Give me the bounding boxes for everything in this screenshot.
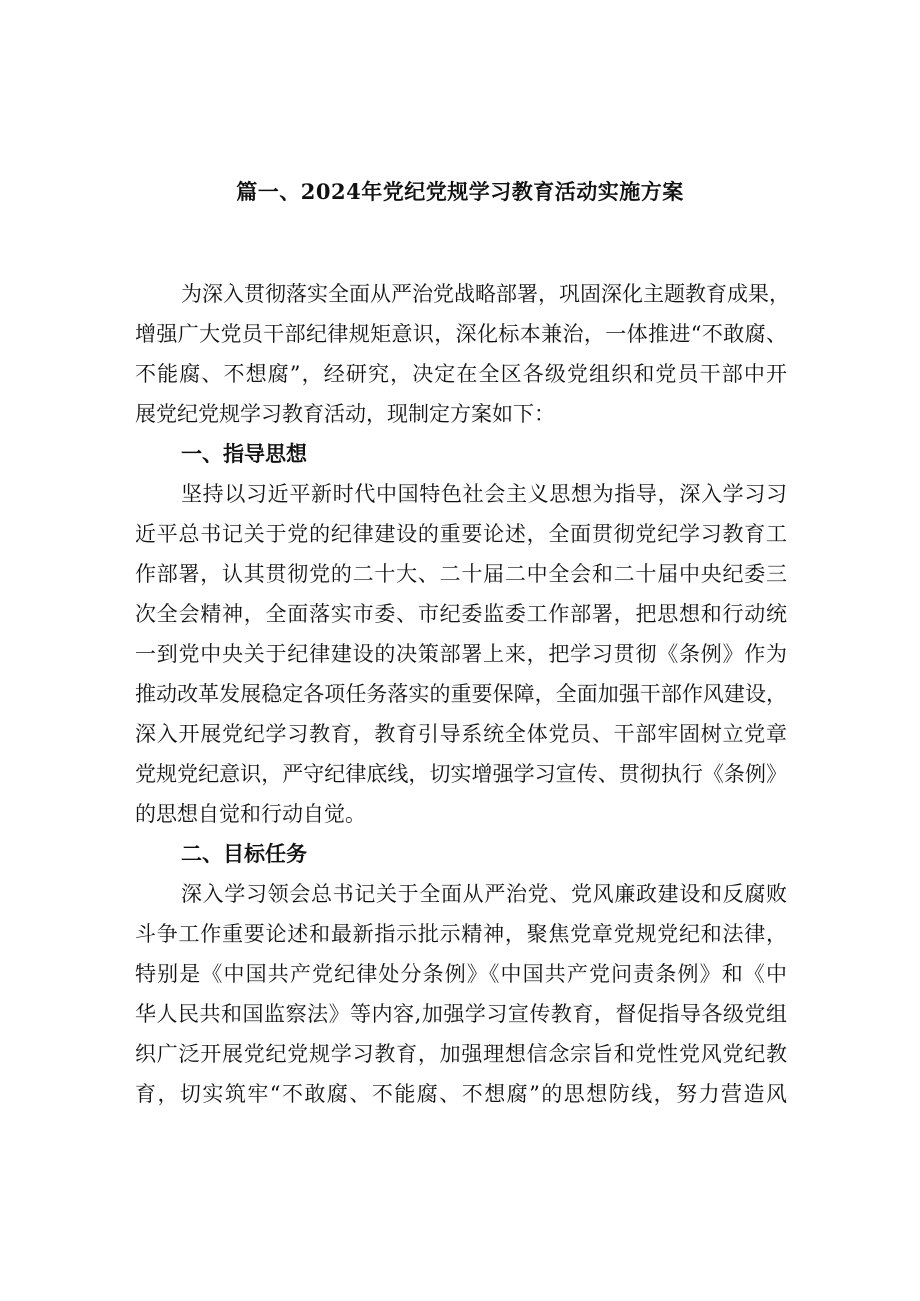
intro-paragraph	[135, 276, 790, 436]
goals-tasks-paragraph	[135, 876, 787, 1116]
document-title: 篇一、2024年党纪党规学习教育活动实施方案	[236, 179, 684, 204]
paragraph-line: 育，切实筑牢“不敢腐、不能腐、不想腐”的思想防线，努力营造风	[135, 1082, 787, 1106]
intro-line: 不能腐、不想腐”，经研究，决定在全区各级党组织和党员干部中开	[135, 362, 787, 386]
intro-line: 为深入贯彻落实全面从严治党战略部署，巩固深化主题教育成果，	[181, 282, 790, 306]
paragraph-line: 斗争工作重要论述和最新指示批示精神，聚焦党章党规党纪和法律，	[135, 922, 787, 946]
section-heading-goals-tasks: 二、目标任务	[181, 841, 307, 866]
paragraph-line: 特别是《中国共产党纪律处分条例》《中国共产党问责条例》和《中	[135, 962, 787, 986]
section-heading-guiding-ideology: 一、指导思想	[181, 441, 307, 466]
intro-line: 增强广大党员干部纪律规矩意识，深化标本兼治，一体推进“不敢腐、	[135, 322, 787, 346]
paragraph-line: 党规党纪意识，严守纪律底线，切实增强学习宣传、贯彻执行《条例》	[135, 762, 787, 786]
paragraph-line: 作部署，认其贯彻党的二十大、二十届二中全会和二十届中央纪委三	[135, 562, 787, 586]
paragraph-line: 深入学习领会总书记关于全面从严治党、党风廉政建设和反腐败	[181, 882, 787, 906]
paragraph-line: 次全会精神，全面落实市委、市纪委监委工作部署，把思想和行动统	[135, 602, 787, 626]
intro-line: 展党纪党规学习教育活动，现制定方案如下：	[135, 402, 555, 426]
paragraph-line: 推动改革发展稳定各项任务落实的重要保障，全面加强干部作风建设，	[135, 682, 787, 706]
paragraph-line: 华人民共和国监察法》等内容,加强学习宣传教育，督促指导各级党组	[135, 1002, 787, 1026]
paragraph-line: 深入开展党纪学习教育，教育引导系统全体党员、干部牢固树立党章	[135, 722, 787, 746]
guiding-ideology-paragraph	[135, 476, 787, 836]
paragraph-line: 一到党中央关于纪律建设的决策部署上来，把学习贯彻《条例》作为	[135, 642, 787, 666]
paragraph-line: 坚持以习近平新时代中国特色社会主义思想为指导，深入学习习	[181, 482, 787, 506]
paragraph-line: 的思想自觉和行动自觉。	[135, 802, 366, 826]
document-body	[135, 276, 790, 1116]
paragraph-line: 织广泛开展党纪党规学习教育，加强理想信念宗旨和党性党风党纪教	[135, 1042, 787, 1066]
paragraph-line: 近平总书记关于党的纪律建设的重要论述，全面贯彻党纪学习教育工	[135, 522, 787, 546]
